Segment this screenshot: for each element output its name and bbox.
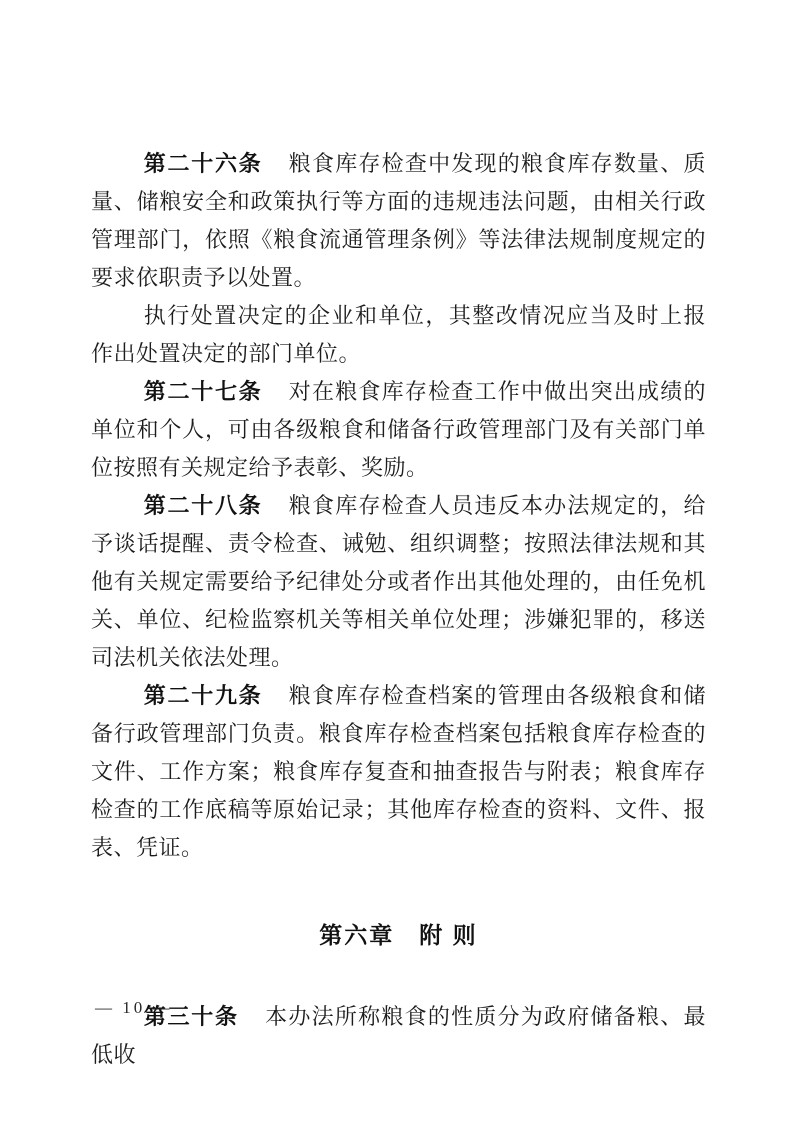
article-27-text: 对在粮食库存检查工作中做出突出成绩的单位和个人，可由各级粮食和储备行政管理部门及有关部门单位按照有关规定给予表彰、奖励。	[91, 379, 706, 480]
article-30-paragraph	[91, 998, 706, 1074]
article-26-sub-text: 执行处置决定的企业和单位，其整改情况应当及时上报作出处置决定的部门单位。	[91, 303, 706, 366]
article-28-number: 第二十八条	[143, 493, 263, 518]
article-28-text: 粮食库存检查人员违反本办法规定的，给予谈话提醒、责令检查、诫勉、组织调整；按照法律法规和其他有关规定需要给予纪律处分或者作出其他处理的，由任免机关、单位、纪检监察机关等相关单位处理；涉嫌犯罪的，移送司法机关依法处理。	[91, 493, 706, 670]
article-30-text: 本办法所称粮食的性质分为政府储备粮、最低收	[91, 1004, 706, 1067]
page-number: — 10 —	[95, 998, 173, 1017]
article-29-number: 第二十九条	[143, 683, 263, 708]
article-29-paragraph	[91, 677, 706, 867]
page-content	[91, 145, 706, 1074]
article-26-paragraph	[91, 145, 706, 297]
article-26-sub-paragraph	[91, 297, 706, 373]
page-footer	[95, 998, 173, 1018]
article-27-paragraph	[91, 373, 706, 487]
article-26-text: 粮食库存检查中发现的粮食库存数量、质量、储粮安全和政策执行等方面的违规违法问题，由相关行政管理部门，依照《粮食流通管理条例》等法律法规制度规定的要求依职责予以处置。	[91, 151, 706, 290]
chapter-heading: 第六章 附 则	[319, 922, 478, 948]
article-26-number: 第二十六条	[143, 151, 263, 176]
article-29-text: 粮食库存检查档案的管理由各级粮食和储备行政管理部门负责。粮食库存检查档案包括粮食库存检查的文件、工作方案；粮食库存复查和抽查报告与附表；粮食库存检查的工作底稿等原始记录；其他库存检查的资料、文件、报表、凭证。	[91, 683, 706, 860]
article-28-paragraph	[91, 487, 706, 677]
article-30-number: 第三十条	[143, 1004, 239, 1029]
article-27-number: 第二十七条	[143, 379, 263, 404]
